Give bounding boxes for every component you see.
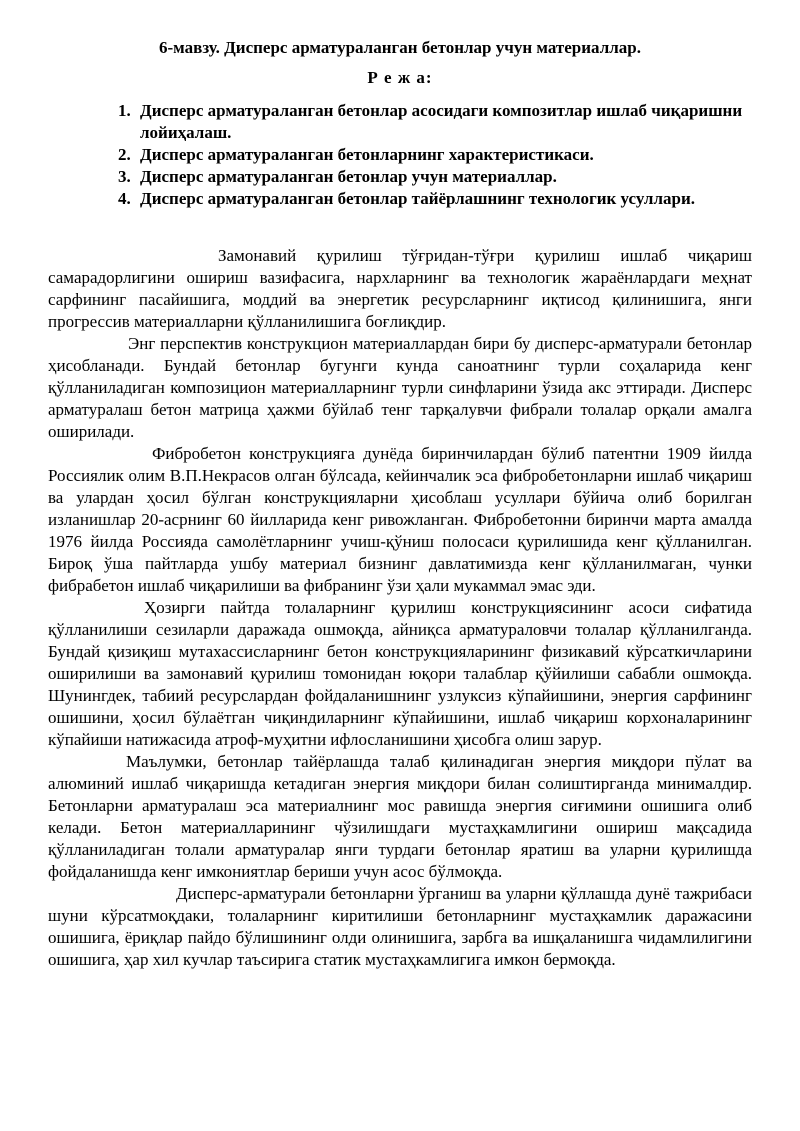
body-paragraph: Маълумки, бетонлар тайёрлашда талаб қилинадиган энергия миқдори пўлат ва алюминий ишлаб чиқаришда кетадиган энергия миқдори билан солиштирганда минималдир. Бетонларни арматуралаш эса материалнинг мос равишда энергия сиғимини ошишига олиб келади. Бетон материалларининг чўзилишдаги мустаҳкамлигини ошириш мақсадида қўлланиладиган толали арматуралар янги турдаги бетонлар яратиш ва уларни қурилишда фойдаланишда кенг имкониятлар бериши учун асос бўлмоқда. [48, 752, 752, 881]
plan-item [118, 144, 752, 166]
plan-item [118, 188, 752, 210]
body-paragraph: Энг перспектив конструкцион материаллардан бири бу дисперс-арматурали бетонлар ҳисобланади. Бундай бетонлар бугунги кунда саноатнинг турли соҳаларида кенг қўлланиладиган композицион материалларнинг турли синфларини ўзида акс эттиради. Дисперс арматуралаш бетон матрица ҳажми бўйлаб тенг тарқалувчи фибрали толалар орқали амалга оширилади. [48, 334, 752, 441]
plan-item-text: Дисперс арматураланган бетонлар учун материаллар. [140, 167, 557, 186]
plan-item-text: Дисперс арматураланган бетонлар тайёрлашнинг технологик усуллари. [140, 189, 696, 208]
plan-item-text: Дисперс арматураланган бетонларнинг характеристикаси. [140, 145, 594, 164]
plan-item [118, 100, 752, 144]
body-paragraph: Замонавий қурилиш тўғридан-тўғри қурилиш ишлаб чиқариш самарадорлигини ошириш вазифасига, нархларнинг ва технологик жараёнлардаги меҳнат сарфининг пасайишига, моддий ва энергетик ресурсларнинг иқтисод қилинишига, янги прогрессив материалларни қўлланилишига боғлиқдир. [48, 246, 752, 331]
body-paragraph: Дисперс-арматурали бетонларни ўрганиш ва уларни қўллашда дунё тажрибаси шуни кўрсатмоқдаки, толаларнинг киритилиши бетонларнинг мустаҳкамлик даражасини ошишига, ёриқлар пайдо бўлишининг олди олинишига, зарбга ва ишқаланишга чидамлилигини ошишига, ҳар хил кучлар таъсирига статик мустаҳкамлигига имкон бермоқда. [48, 884, 752, 969]
plan-item-text: Дисперс арматураланган бетонлар асосидаги композитлар ишлаб чиқаришни лойиҳалаш. [140, 101, 743, 142]
plan-item-number: 4. [118, 189, 131, 208]
plan-item-number: 1. [118, 101, 131, 120]
plan-item-number: 2. [118, 145, 131, 164]
plan-heading: Р е ж а: [367, 68, 433, 87]
plan-item [118, 166, 752, 188]
body-paragraph: Ҳозирги пайтда толаларнинг қурилиш конструкциясининг асоси сифатида қўлланилиши сезиларли даражада ошмоқда, айниқса арматураловчи толалар қўлланилганда. Бундай қизиқиш мутахассисларнинг бетон конструкцияларининг физикавий кўрсаткичларини оширилиши ва замонавий қурилиш томонидан юқори талаблар қўйилиши сабабли ошмоқда. Шунингдек, табиий ресурслардан фойдаланишнинг узлуксиз кўпайишини, энергия сарфининг ошишини, ҳосил бўлаётган чиқиндиларнинг кўпайишини, ишлаб чиқариш корхоналарининг кўпайиши натижасида атроф-муҳитни ифлосланишини ҳисобга олиш зарур. [48, 598, 752, 749]
document-title: 6-мавзу. Дисперс арматураланган бетонлар учун материаллар. [159, 38, 641, 57]
plan-item-number: 3. [118, 167, 131, 186]
plan-list [48, 100, 752, 210]
body-paragraph: Фибробетон конструкцияга дунёда биринчилардан бўлиб патентни 1909 йилда Россиялик олим В.П.Некрасов олган бўлсада, кейинчалик эса фибробетонларни ишлаб чиқариш ва улардан ҳосил бўлган конструкцияларни ҳисоблаш усуллари бўйича олиб борилган изланишлар 20-асрнинг 60 йилларида кенг ривожланган. Фибробетонни биринчи марта амалда 1976 йилда Россияда самолётларнинг учиш-қўниш полосаси қурилишида кенг қўлланилган. Бироқ ўша пайтларда ушбу материал бизнинг давлатимизда кенг қўлланилмаган, чунки фибрабетон ишлаб чиқарилиши ва фибранинг ўзи ҳали мукаммал эмас эди. [48, 444, 752, 595]
